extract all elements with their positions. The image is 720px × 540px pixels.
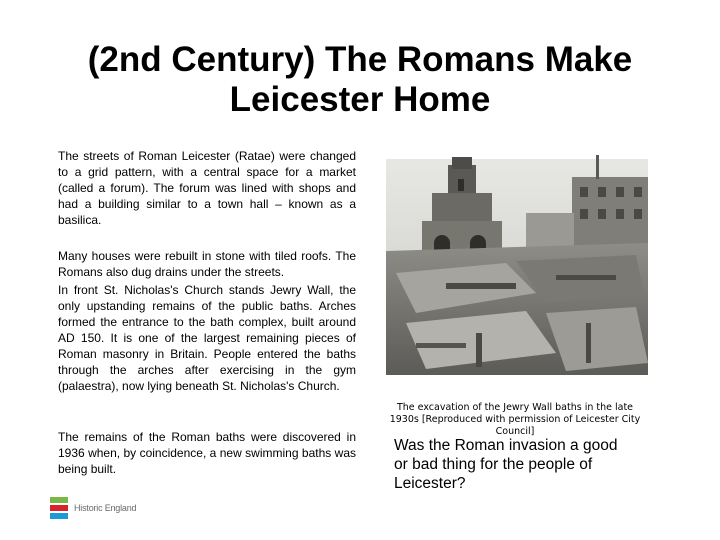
paragraph-houses: Many houses were rebuilt in stone with tiled roofs. The Romans also dug drains under the streets. (58, 249, 356, 279)
historic-england-logo (50, 497, 136, 519)
historic-england-logo-icon (50, 497, 68, 519)
slide-title: (2nd Century) The Romans Make Leicester Home (87, 40, 633, 119)
discussion-question: Was the Roman invasion a good or bad thing for the people of Leicester? (394, 437, 618, 492)
photo-caption: The excavation of the Jewry Wall baths in the late 1930s [Reproduced with permission of Leicester City Council] (389, 402, 641, 437)
excavation-photo (386, 143, 648, 375)
paragraph-roman-streets: The streets of Roman Leicester (Ratae) were changed to a grid pattern, with a central space for a market (called a forum). The forum was lined with shops and had a building similar to a town hall – known as a basilica. (58, 149, 356, 227)
logo-text: Historic England (74, 503, 137, 513)
paragraph-baths-discovery: The remains of the Roman baths were discovered in 1936 when, by coincidence, a new swimming baths was being built. (58, 430, 356, 476)
excavation-photo-image (386, 143, 648, 375)
paragraph-jewry-wall: In front St. Nicholas's Church stands Jewry Wall, the only upstanding remains of the public baths. Arches formed the entrance to the bath complex, built around AD 150. It is one of the largest remaining pieces of Roman masonry in Britain. People entered the baths through the arches after exercising in the gym (palaestra), now lying beneath St. Nicholas's Church. (58, 283, 356, 393)
